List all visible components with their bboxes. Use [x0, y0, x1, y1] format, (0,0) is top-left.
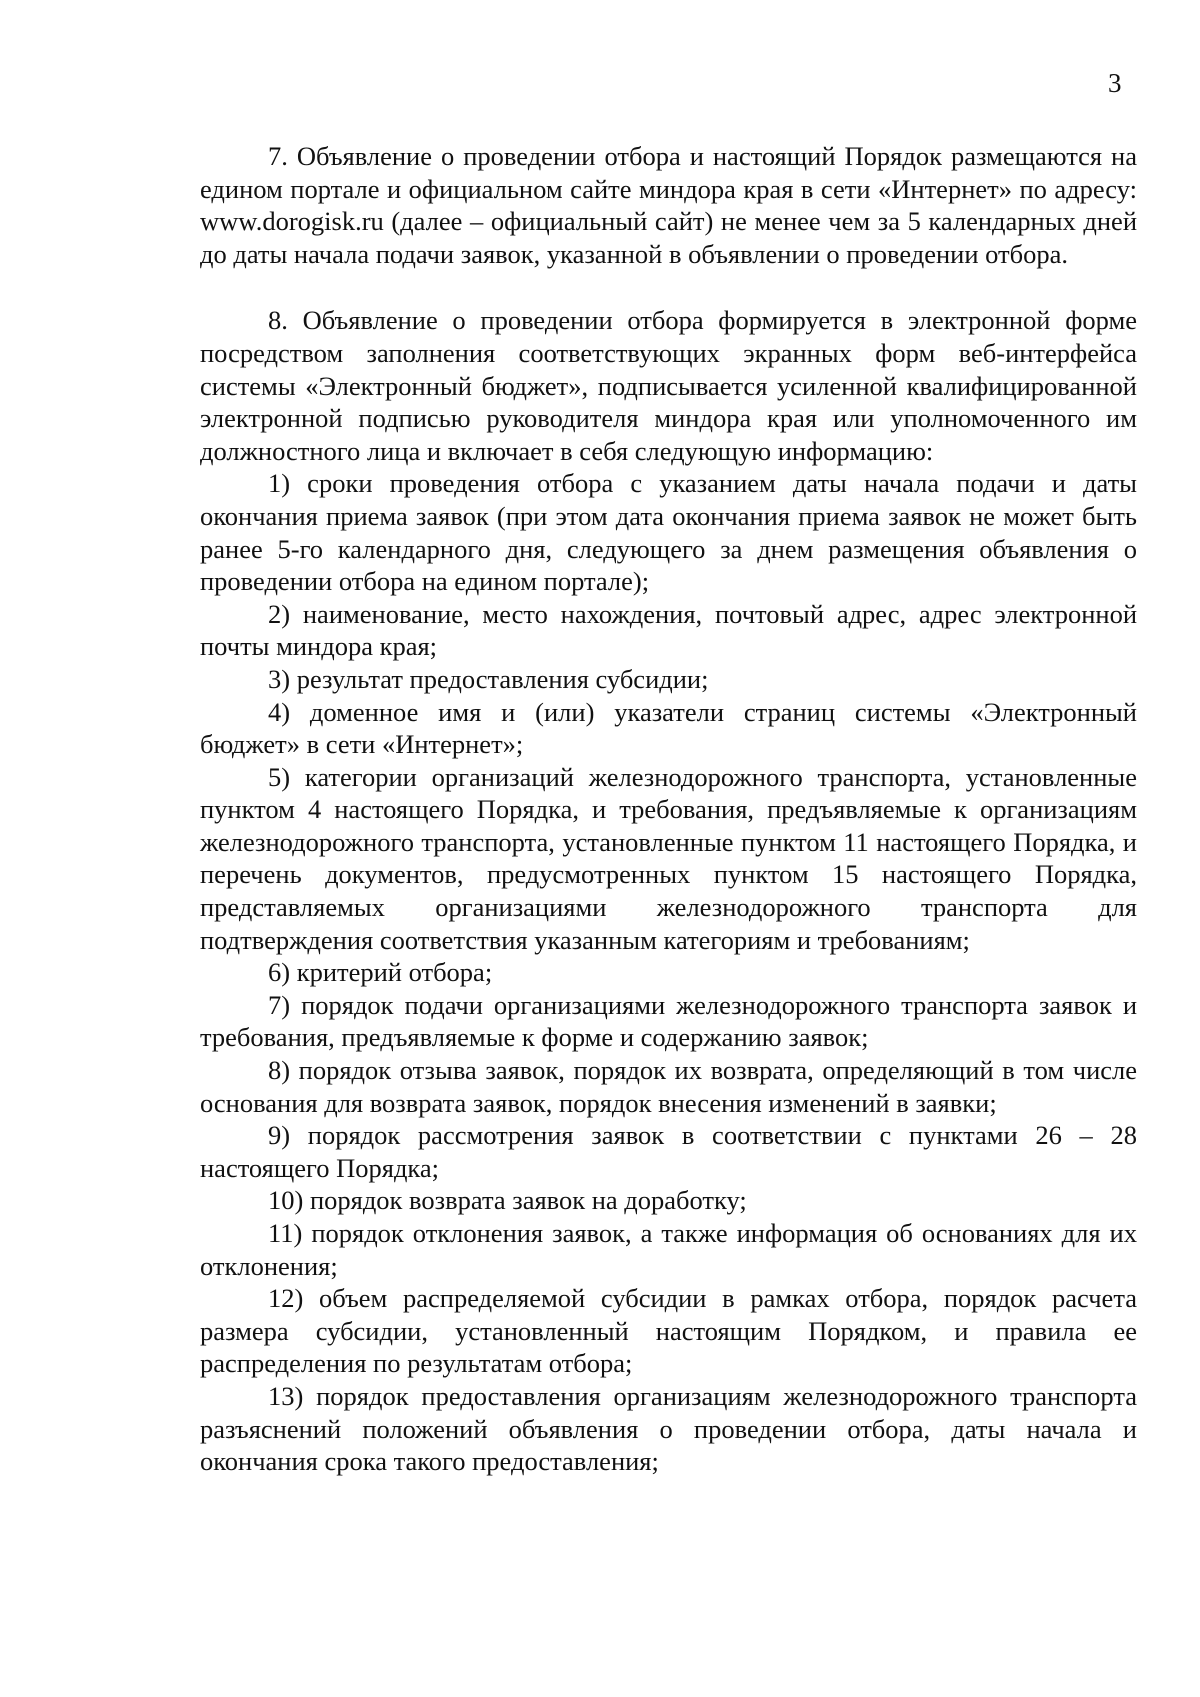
- paragraph-7: 7. Объявление о проведении отбора и настоящий Порядок размещаются на едином портале и официальном сайте миндора края в сети «Интернет» по адресу: www.dorogisk.ru (далее – официальный сайт) не менее чем за 5 календарных дней до даты начала подачи заявок, указанной в объявлении о проведении отбора.: [200, 141, 1137, 269]
- list-item-6: 6) критерий отбора;: [268, 957, 493, 988]
- paragraph-8: 8. Объявление о проведении отбора формируется в электронной форме посредством заполнения соответствующих экранных форм веб-интерфейса системы «Электронный бюджет», подписывается усиленной квалифицированной электронной подписью руководителя миндора края или уполномоченного им должностного лица и включает в себя следующую информацию:: [200, 305, 1137, 466]
- list-item-13: 13) порядок предоставления организациям железнодорожного транспорта разъяснений положений объявления о проведении отбора, даты начала и окончания срока такого предоставления;: [200, 1380, 1137, 1477]
- list-item-12: 12) объем распределяемой субсидии в рамках отбора, порядок расчета размера субсидии, установленный настоящим Порядком, и правила ее распределения по результатам отбора;: [200, 1283, 1137, 1379]
- page-number: 3: [1108, 68, 1122, 98]
- list-item-11: 11) порядок отклонения заявок, а также информация об основаниях для их отклонения;: [200, 1218, 1137, 1281]
- list-item-1: 1) сроки проведения отбора с указанием даты начала подачи и даты окончания приема заявок (при этом дата окончания приема заявок не может быть ранее 5-го календарного дня, следующего за днем размещения объявления о проведении отбора на едином портале);: [200, 468, 1137, 597]
- list-item-8: 8) порядок отзыва заявок, порядок их возврата, определяющий в том числе основания для возврата заявок, порядок внесения изменений в заявки;: [200, 1055, 1137, 1118]
- list-item-2: 2) наименование, место нахождения, почтовый адрес, адрес электронной почты миндора края;: [200, 598, 1137, 662]
- list-item-7: 7) порядок подачи организациями железнодорожного транспорта заявок и требования, предъявляемые к форме и содержанию заявок;: [200, 989, 1137, 1053]
- list-item-3: 3) результат предоставления субсидии;: [268, 663, 709, 694]
- document-body: [200, 140, 1137, 1478]
- list-item-4: 4) доменное имя и (или) указатели страниц системы «Электронный бюджет» в сети «Интернет»;: [200, 696, 1137, 760]
- list-item-10: 10) порядок возврата заявок на доработку;: [268, 1185, 747, 1216]
- list-item-9: 9) порядок рассмотрения заявок в соответствии с пунктами 26 – 28 настоящего Порядка;: [200, 1120, 1137, 1183]
- list-item-5: 5) категории организаций железнодорожного транспорта, установленные пунктом 4 настоящего Порядка, и требования, предъявляемые к организациям железнодорожного транспорта, установленные пунктом 11 настоящего Порядка, и перечень документов, предусмотренных пунктом 15 настоящего Порядка, представляемых организациями железнодорожного транспорта для подтверждения соответствия указанным категориям и требованиям;: [200, 761, 1137, 955]
